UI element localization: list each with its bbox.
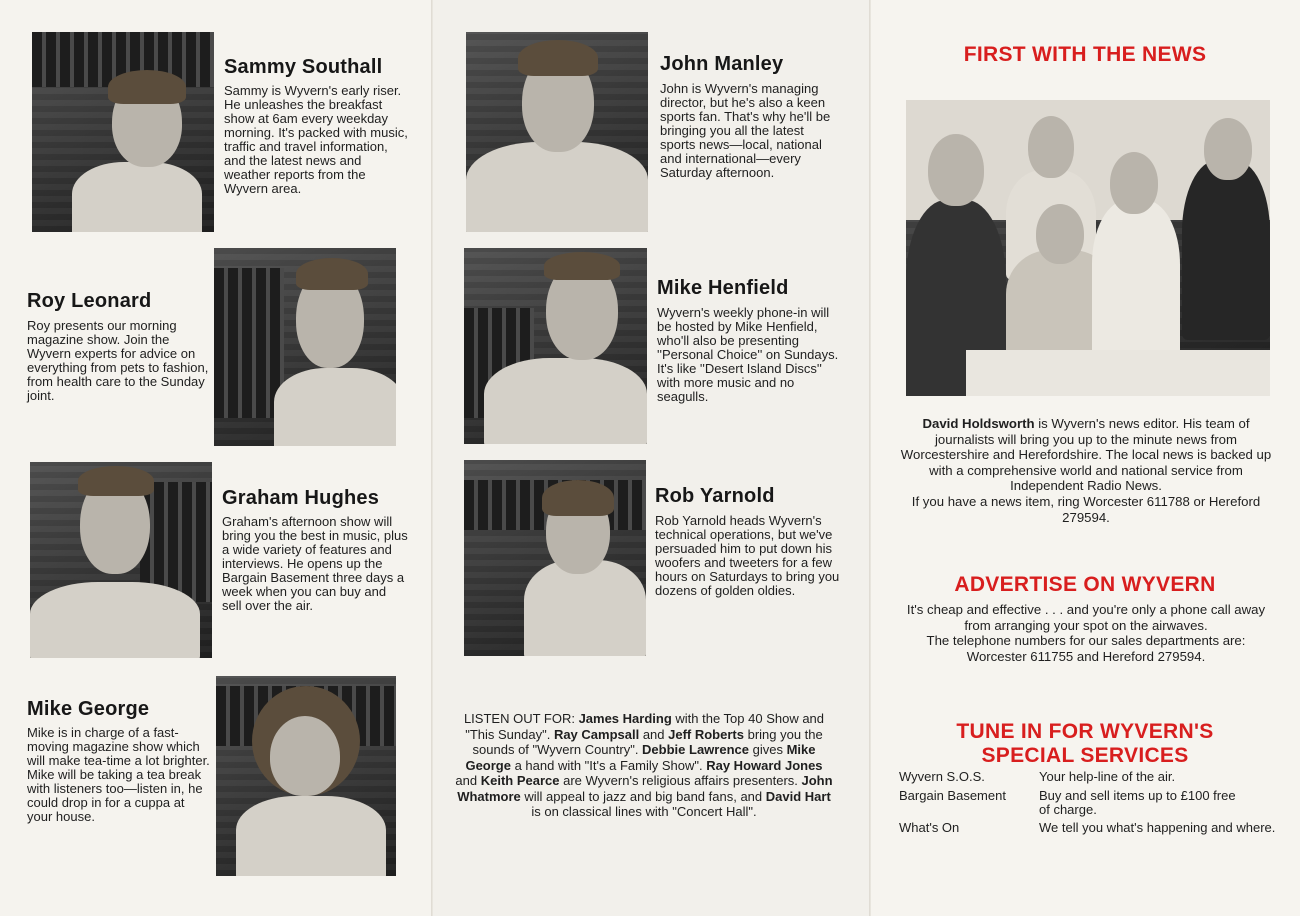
person-bio: Graham's afternoon show will bring you the best in music, plus a wide variety of features and interviews. He opens up the Bargain Basement three days a week when you can buy and sell over the air. [222,514,408,613]
person-bio: Rob Yarnold heads Wyvern's technical operations, but we've persuaded him to put down his woofers and tweeters for a few hours on Saturdays to bring you dozens of golden oldies. [655,513,840,598]
services-heading-line1: TUNE IN FOR WYVERN'S [956,720,1214,743]
presenter-name: Jeff Roberts [668,726,744,742]
mike-henfield-photo [464,248,647,444]
listen-out-text: bring you the sounds of "Wyvern Country". [472,726,823,757]
mike-george-photo [216,676,396,876]
service-description: We tell you what's happening and where. [1039,820,1276,835]
fold-line-right [869,0,871,916]
listen-out-text: with the Top 40 Show and "This Sunday". [465,711,825,742]
person-name: Sammy Southall [224,56,383,78]
presenter-name: Ray Howard Jones [706,757,823,773]
advertise-heading: ADVERTISE ON WYVERN [954,573,1216,596]
person-bio: John is Wyvern's managing director, but he's also a keen sports fan. That's why he'll be bringing you all the latest sports news—local, national and international—every Saturday afternoon. [660,81,831,180]
person-name: Mike George [27,698,150,720]
person-name: John Manley [660,53,784,75]
listen-out-text: and [639,726,669,742]
news-contact: If you have a news item, ring Worcester 611788 or Hereford 279594. [911,493,1261,525]
person-name: Mike Henfield [657,277,789,299]
presenter-name: James Harding [578,711,672,726]
advertise-sales: The telephone numbers for our sales departments are: Worcester 611755 and Hereford 279594. [926,633,1246,664]
news-team-photo [906,100,1270,396]
news-editor-name: David Holdsworth [922,416,1035,431]
sammy-southall-photo [32,32,214,232]
presenter-name: David Hart [765,788,831,804]
person-bio: Roy presents our morning magazine show. Join the Wyvern experts for advice on everything from pets to fashion, from health care to the Sunday joint. [27,318,209,403]
fold-line-left [431,0,433,916]
listen-out-paragraph [455,711,833,820]
service-description: Your help-line of the air. [1039,769,1176,784]
service-description: Buy and sell items up to £100 free of charge. [1039,788,1236,817]
service-label: Bargain Basement [899,788,1006,803]
graham-hughes-photo [30,462,212,658]
services-heading [900,720,1270,768]
news-paragraph [896,416,1276,525]
advertise-paragraph [896,602,1276,664]
listen-out-lead: LISTEN OUT FOR: [463,711,579,726]
presenter-name: Keith Pearce [480,773,560,788]
service-row [899,821,1279,851]
rob-yarnold-photo [464,460,646,656]
listen-out-text: gives [748,742,787,757]
person-bio: Wyvern's weekly phone-in will be hosted by Mike Henfield, who'll also be presenting ''Personal Choice'' on Sundays. It's like ''Desert Island Discs'' with more music and no seagulls. [657,305,839,404]
service-row [899,789,1279,819]
person-name: Rob Yarnold [655,485,775,507]
service-label: What's On [899,820,960,835]
listen-out-text: a hand with "It's a Family Show". [510,757,707,773]
listen-out-text: and [455,773,481,788]
john-manley-photo [466,32,648,232]
listen-out-text: are Wyvern's religious affairs presenters. [559,773,802,788]
person-bio: Sammy is Wyvern's early riser. He unleashes the breakfast show at 6am every weekday morning. It's packed with music, traffic and travel information, and the latest news and weather reports from the Wyvern area. [224,83,408,196]
news-body: is Wyvern's news editor. His team of journalists will bring you up to the minute news from Worcestershire and Herefordshire. The local news is backed up with a comprehensive world and national service from Independent Radio News. [900,416,1272,494]
presenter-name: Debbie Lawrence [642,742,749,757]
service-label: Wyvern S.O.S. [899,769,985,784]
listen-out-body [455,711,832,819]
listen-out-text: will appeal to jazz and big band fans, and [520,788,766,804]
listen-out-text: is on classical lines with "Concert Hall". [531,804,757,819]
news-heading: FIRST WITH THE NEWS [963,43,1207,66]
services-heading-line2: SPECIAL SERVICES [981,744,1189,767]
presenter-name: Ray Campsall [553,726,640,742]
presenter-name: Mike George [465,742,816,773]
person-bio: Mike is in charge of a fast-moving magazine show which will make tea-time a lot brighter. Mike will be taking a tea break with listeners too—listen in, he could drop in for a cuppa at your house. [27,725,210,824]
roy-leonard-photo [214,248,396,446]
person-name: Graham Hughes [222,487,380,509]
person-name: Roy Leonard [27,290,152,312]
service-row [899,770,1279,786]
advertise-body: It's cheap and effective . . . and you're only a phone call away from arranging your spot on the airwaves. [906,602,1266,633]
presenter-name: John Whatmore [457,773,833,804]
